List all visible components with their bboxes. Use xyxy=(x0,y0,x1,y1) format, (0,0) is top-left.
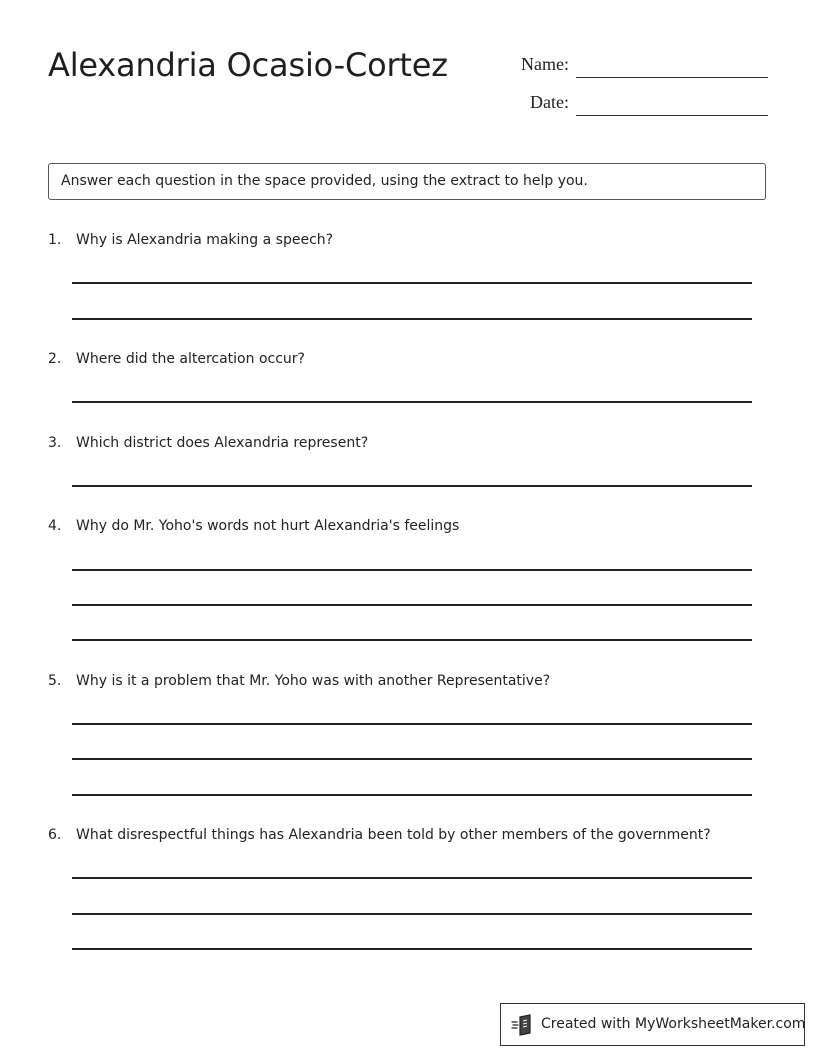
footer-credit[interactable] xyxy=(500,1003,805,1046)
answer-line[interactable] xyxy=(72,913,752,915)
question-text: Where did the altercation occur? xyxy=(76,351,305,367)
worksheet-title: Alexandria Ocasio-Cortez xyxy=(48,46,448,84)
answer-line[interactable] xyxy=(72,401,752,403)
answer-line[interactable] xyxy=(72,948,752,950)
footer-text: Created with MyWorksheetMaker.com xyxy=(541,1016,806,1032)
answer-line[interactable] xyxy=(72,282,752,284)
question-text: Which district does Alexandria represent? xyxy=(76,435,369,451)
name-field-line[interactable] xyxy=(576,77,768,78)
date-row xyxy=(500,92,768,122)
answer-line[interactable] xyxy=(72,639,752,641)
answer-line[interactable] xyxy=(72,318,752,320)
answer-line[interactable] xyxy=(72,569,752,571)
question-text: Why do Mr. Yoho's words not hurt Alexandria's feelings xyxy=(76,518,460,534)
answer-line[interactable] xyxy=(72,758,752,760)
answer-line[interactable] xyxy=(72,723,752,725)
date-label: Date: xyxy=(530,92,569,112)
answer-line[interactable] xyxy=(72,604,752,606)
question-number: 2. xyxy=(48,351,62,367)
instructions-box: Answer each question in the space provided, using the extract to help you. xyxy=(48,163,766,200)
answer-line[interactable] xyxy=(72,485,752,487)
question-text: Why is Alexandria making a speech? xyxy=(76,232,334,248)
question-number: 3. xyxy=(48,435,62,451)
name-label: Name: xyxy=(521,54,569,74)
answer-line[interactable] xyxy=(72,794,752,796)
question-text: Why is it a problem that Mr. Yoho was with another Representative? xyxy=(76,673,551,689)
name-row xyxy=(500,54,768,84)
question-text: What disrespectful things has Alexandria been told by other members of the government? xyxy=(76,827,711,843)
date-field-line[interactable] xyxy=(576,115,768,116)
question-number: 4. xyxy=(48,518,62,534)
worksheet-maker-logo-icon xyxy=(511,1014,535,1036)
answer-line[interactable] xyxy=(72,877,752,879)
question-number: 5. xyxy=(48,673,62,689)
question-number: 6. xyxy=(48,827,62,843)
question-number: 1. xyxy=(48,232,62,248)
